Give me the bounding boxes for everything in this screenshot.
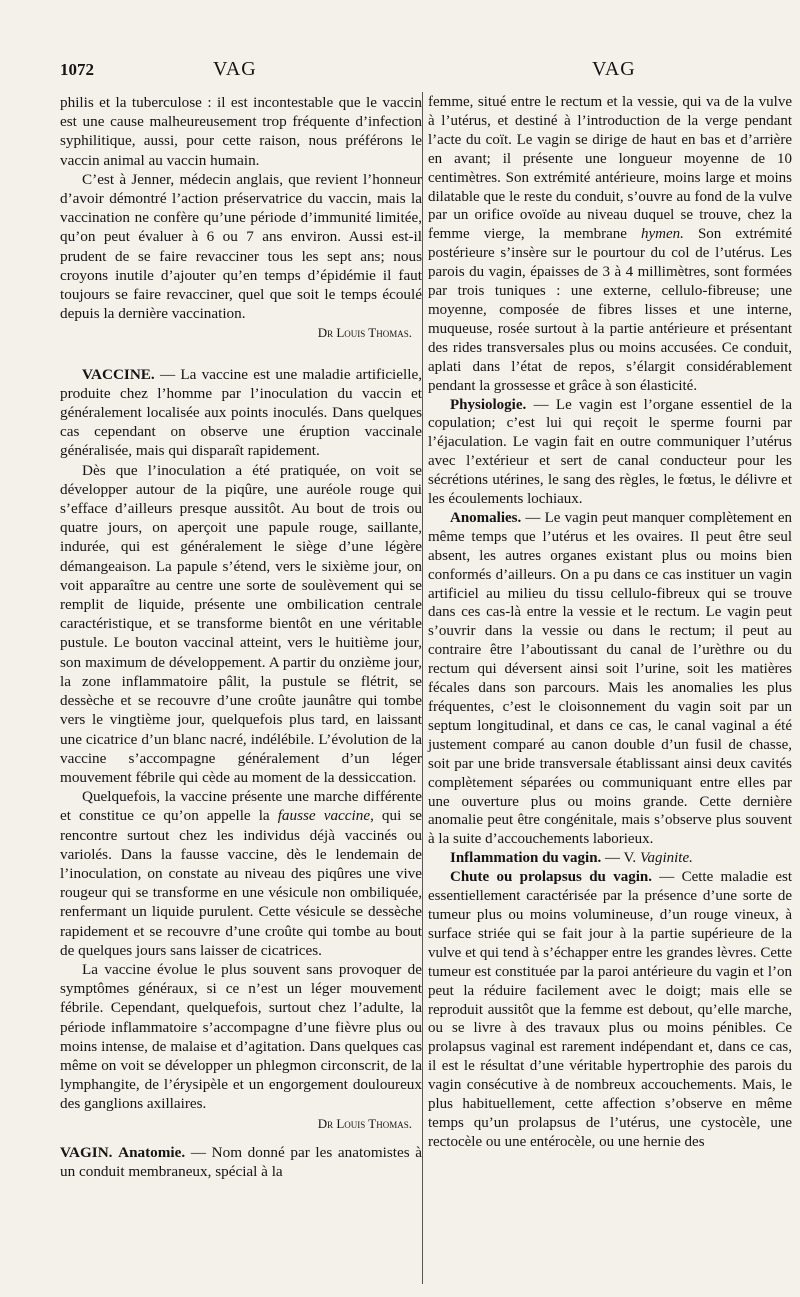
- paragraph-vaccin-end: philis et la tuberculose : il est incontestable que le vaccin est une cause malheureusement trop fréquente d’infection syphilitique, aussi, pour cette raison, nous préférons le vaccin animal au vaccin humain.: [60, 94, 422, 169]
- anatomie-text-a: femme, situé entre le rectum et la vessie, qui va de la vulve à l’utérus, et destiné à l’introduction de la verge pendant l’acte du coït. Le vagin se dirige de haut en bas et d’arrière en avant; il présente une longueur moyenne de 10 centimètres. Son extrémité antérieure, moins large et moins dilatable que le reste du conduit, s’ouvre au fond de la vulve par un orifice ovoïde au niveau duquel se trouve, chez la femme vierge, la membrane: [428, 94, 792, 243]
- subheading-anomalies: Anomalies.: [450, 509, 522, 526]
- left-column: [60, 93, 422, 1181]
- subheading-anatomie: Anatomie.: [118, 1143, 186, 1161]
- author-signature: Dr Louis Thomas.: [317, 325, 412, 341]
- entry-term-vagin: VAGIN.: [60, 1143, 113, 1161]
- hymen-italic: hymen.: [640, 226, 684, 243]
- anatomie-text-b: Son extrémité postérieure s’insère sur le pourtour du col de l’utérus. Les parois du vagin, épaisses de 3 à 4 millimètres, sont formées par trois tuniques : une externe, cellulo-fibreuse; une moyenne, composée de fibres lisses et une interne, muqueuse, rosée surtout à la partie antérieure et présentant des rides transversales plus ou moins accusées. Ce conduit, aplati dans l’état de repos, s’élargit considérablement pendant la grossesse et grâce à son élasticité.: [428, 226, 792, 394]
- fausse-vaccine-italic: fausse vaccine: [277, 807, 371, 825]
- physiologie-text: — Le vagin est l’organe essentiel de la copulation; c’est lui qui reçoit le sperme fourni par l’éjaculation. Le vagin fait en outre communiquer l’utérus avec l’extérieur et sert de canal conducteur pour les sécrétions utérines, le sang des règles, le fœtus, le délivre et les écoulements lochiaux.: [428, 396, 792, 508]
- chute-text: — Cette maladie est essentiellement caractérisée par la présence d’une sorte de tumeur plus ou moins volumineuse, d’un rouge vineux, à surface striée qui se fait jour à la partie supérieure de la vulve et qui tend à s’échapper entre les grandes lèvres. Cette tumeur est constituée par la paroi antérieure du vagin et l’on peut la réduire facilement avec le doigt; mais elle se reproduit aussitôt que la femme est debout, qu’elle marche, ou se livre à des travaux plus ou moins pénibles. Ce prolapsus vaginal est rarement indépendant et, dans ce cas, il est le résultat d’une véritable hypertrophie des parois du vagin consécutive à de nombreux accouchements. Mais, le plus habituellement, cette affection s’observe en même temps qu’un prolapsus de l’utérus, une cystocèle, une rectocèle ou une entérocèle, ou une hernie des: [428, 869, 793, 1150]
- paragraph-inflammation: [428, 849, 792, 868]
- right-running-head: VAG: [592, 58, 636, 80]
- paragraph-jenner: C’est à Jenner, médecin anglais, que revient l’honneur d’avoir démontré l’action préservatrice du vaccin, mais la vaccination ne confère qu’une période d’immunité limitée, qu’on peut évaluer à 6 ou 7 ans environ. Aussi est-il prudent de se faire revacciner tous les sept ans; nous croyons inutile d’ajouter qu’en temps d’épidémie il faut toujours se faire revacciner, quel que soit le temps écoulé depuis la dernière vaccination.: [60, 170, 422, 323]
- paragraph-anomalies: [428, 509, 792, 849]
- page-header: [60, 52, 790, 82]
- page-number: 1072: [60, 60, 94, 79]
- entry-term-vaccine: VACCINE.: [82, 365, 155, 383]
- paragraph-vaccine-evolution: Dès que l’inoculation a été pratiquée, on voit se développer autour de la piqûre, une auréole rouge qui s’efface d’ailleurs presque aussitôt. Au bout de trois ou quatre jours, on aperçoit une papule rouge, saillante, indurée, qui est généralement le siège d’une légère démangeaison. La papule s’étend, vers le sixième jour, on voit apparaître au centre une sorte de soulèvement qui se remplit de liquide, présente une ombilication centrale caractéristique, et se transforme bientôt en une véritable pustule. Le bouton vaccinal atteint, vers le huitième jour, son maximum de développement. A partir du onzième jour, la zone inflammatoire pâlit, la pustule se flétrit, se dessèche et se recouvre d’une croûte jaunâtre qui tombe vers le vingtième jour, quelquefois plus tard, en laissant une cicatrice d’un blanc nacré, indélébile. L’évolution de la vaccine s’accompagne généralement d’un léger mouvement fébrile qui cède au moment de la dessiccation.: [60, 461, 422, 786]
- paragraph-chute: [428, 868, 792, 1152]
- column-divider: [422, 92, 423, 1284]
- fausse-vaccine-text-a: Quelquefois, la vaccine présente une marche différente et constitue ce qu’on appelle la: [60, 788, 422, 825]
- anomalies-text: — Le vagin peut manquer complètement en même temps que l’utérus et les ovaires. Il peut être seul absent, les autres organes existant plus ou moins bien conformés d’ailleurs. On a pu dans ce cas instituer un vagin artificiel au milieu du tissu cellulo-fibreux qui se trouve dans ces cas-là entre la vessie et le rectum. Le vagin peut s’ouvrir dans la vessie ou dans le rectum; il peut au contraire être l’aboutissant du canal de l’urèthre ou du rectum qui déversent ainsi soit l’urine, soit les matières fécales dans son parcours. Mais les anomalies les plus fréquentes, c’est le cloisonnement du vagin soit par un septum longitudinal, et dans ce cas, le canal vaginal a été justement comparé au canon double d’un fusil de chasse, soit par une bride transversale établissant ainsi deux cavités complètement séparées ou communiquant entre elles par une ouverture plus ou moins grande. Cette dernière anomalie peut être congénitale, mais s’observe plus souvent à la suite d’accouchements laborieux.: [428, 509, 792, 848]
- subheading-inflammation: Inflammation du vagin.: [450, 850, 602, 867]
- paragraph-vagin-anatomie: [60, 1143, 422, 1181]
- paragraph-vaccine-definition: [60, 365, 422, 461]
- author-signature: Dr Louis Thomas.: [317, 1115, 412, 1131]
- inflammation-text: — V.: [601, 850, 640, 867]
- paragraph-physiologie: [428, 396, 792, 509]
- vaginite-italic: Vaginite.: [639, 850, 693, 867]
- right-column: [428, 93, 792, 1152]
- paragraph-vaccine-symptoms: La vaccine évolue le plus souvent sans provoquer de symptômes généraux, si ce n’est un léger mouvement fébrile. Cependant, quelquefois, surtout chez l’adulte, la période inflammatoire s’accompagne d’une fièvre plus ou moins intense, de malaise et d’agitation. Dans quelques cas même on voit se développer un phlegmon circonscrit, de la lymphangite, de l’érysipèle et un engorgement douloureux des ganglions axillaires.: [60, 960, 422, 1113]
- vagin-anatomie-text: — Nom donné par les anatomistes à un conduit membraneux, spécial à la: [60, 1143, 423, 1180]
- paragraph-anatomie-cont: [428, 93, 792, 396]
- fausse-vaccine-text-b: , qui se rencontre surtout chez les individus déjà vaccinés ou variolés. Dans la fausse vaccine, dès le lendemain de l’inoculation, on constate au niveau des piqûres une vive rougeur qui se transforme en une vésicule non ombiliquée, renfermant un liquide purulent. Cette vésicule se dessèche rapidement et se recouvre d’une croûte qui tombe au bout de quelques jours sans laisser de cicatrices.: [60, 807, 422, 959]
- subheading-physiologie: Physiologie.: [450, 396, 527, 413]
- vaccine-definition-text: — La vaccine est une maladie artificielle, produite chez l’homme par l’inoculation du vaccin et généralement localisée aux points inoculés. Dans quelques cas cependant on observe une éruption vaccinale généralisée, mais qui disparaît rapidement.: [60, 365, 422, 460]
- subheading-chute: Chute ou prolapsus du vagin.: [450, 869, 652, 886]
- left-running-head: VAG: [213, 58, 257, 80]
- paragraph-fausse-vaccine: [60, 787, 422, 960]
